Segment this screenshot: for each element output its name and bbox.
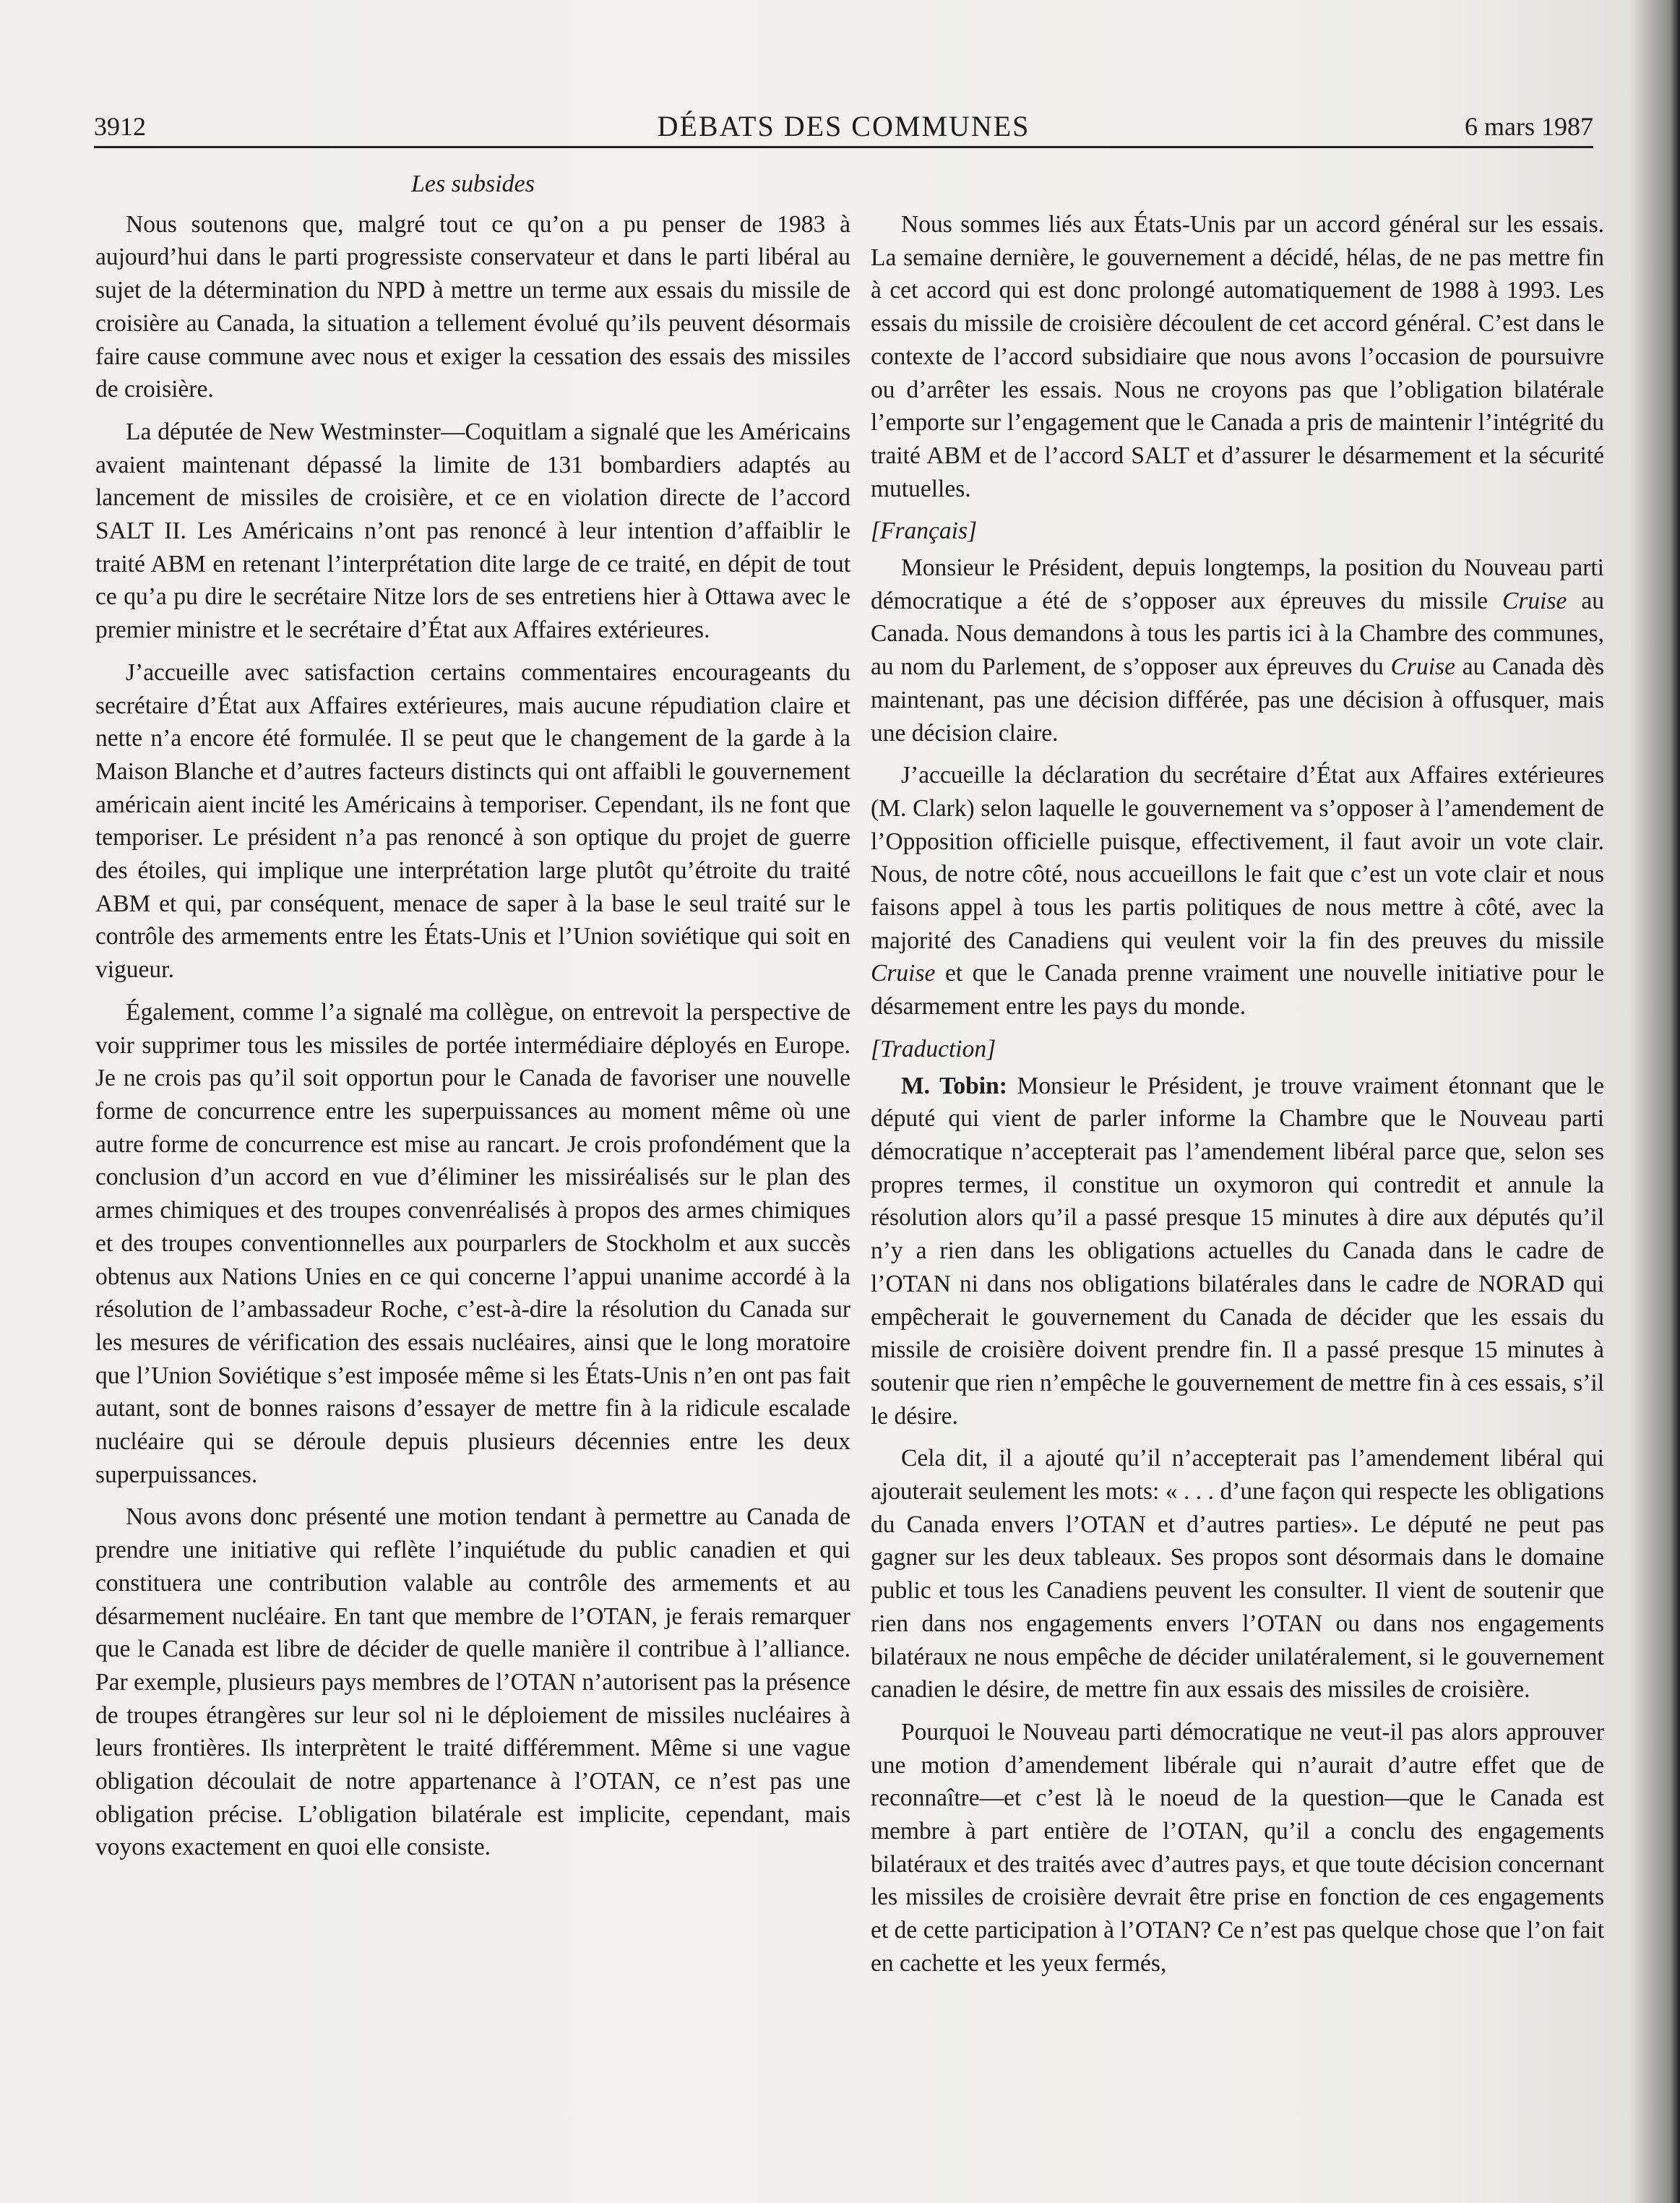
paragraph (871, 1070, 1604, 1433)
paragraph: J’accueille avec satisfaction certains commentaires encourageants du secrétaire d’État aux Affaires extérieures, mais aucune répudiation claire et nette n’a encore été formulée. Il se peut que le changement de la garde à la Maison Blanche et d’autres facteurs distincts qui ont affaibli le gouvernement américain aient incité les Américains à temporiser. Cependant, ils ne font que temporiser. Le président n’a pas renoncé à son optique du projet de guerre des étoiles, qui implique une interprétation large plutôt qu’étroite du traité ABM et qui, par conséquent, menace de saper à la base le seul traité sur le contrôle des armements entre les États-Unis et l’Union soviétique qui soit en vigueur. (95, 658, 850, 984)
paragraph: Également, comme l’a signalé ma collègue, on entrevoit la perspective de voir supprimer tous les missiles de portée intermédiaire déployés en Europe. Je ne crois pas qu’il soit opportun pour le Canada de favoriser une nouvelle forme de concurrence entre les superpuissances au moment même où une autre forme de concurrence est mise au rancart. Je crois profondément que la conclusion d’un accord en vue d’éliminer les missiréalisés sur le plan des armes chimiques et des troupes convenréalisés à propos des armes chimiques et des troupes conventionnelles aux pourparlers de Stockholm et aux succès obtenus aux Nations Unies en ce qui concerne l’appui unanime accordé à la résolution de l’ambassadeur Roche, c’est-à-dire la résolution du Canada sur les mesures de vérification des essais nucléaires, ainsi que le long moratoire que l’Union Soviétique s’est imposée même si les États-Unis n’en ont pas fait autant, sont de bonnes raisons d’essayer de mettre fin à la ridicule escalade nucléaire qui se déroule depuis plusieurs décennies entre les deux superpuissances. (95, 998, 850, 1488)
left-column (95, 168, 850, 1873)
paragraph: Cela dit, il a ajouté qu’il n’accepterait pas l’amendement libéral qui ajouterait seulement les mots: « . . . d’une façon qui respecte les obligations du Canada envers l’OTAN et d’autres parties». Le député ne peut pas gagner sur les deux tableaux. Ses propos sont désormais dans le domaine public et tous les Canadiens peuvent les consulter. Il vient de soutenir que rien dans nos engagements envers l’OTAN ou dans nos engagements bilatéraux ne nous empêche de décider unilatéralement, si le gouvernement canadien le désire, de mettre fin aux essais des missiles de croisière. (871, 1445, 1604, 1704)
page-header (94, 101, 1593, 148)
paragraph: Pourquoi le Nouveau parti démocratique ne veut-il pas alors approuver une motion d’amendement libérale qui n’aurait d’autre effet que de reconnaître—et c’est là le noeud de la question—que le Canada est membre à part entière de l’OTAN, qu’il a conclu des engagements bilatéraux et des traités avec d’autres pays, et que toute décision concernant les missiles de croisière devrait être prise en fonction de ces engagements et de cette participation à l’OTAN? Ce n’est pas quelque chose que l’on fait en cachette et les yeux fermés, (871, 1718, 1604, 1977)
right-column (871, 208, 1604, 1990)
emphasis-cruise: Cruise (1390, 653, 1455, 681)
text-run: J’accueille la déclaration du secrétaire d’État aux Affaires extérieures (M. Clark) selon laquelle le gouvernement va s’opposer à l’amendement de l’Opposition officielle puisque, effectivement, il faut avoir un vote clair. Nous, de notre côté, nous accueillons le fait que c’est un vote clair et nous faisons appel à tous les partis politiques de nous mettre à côté, avec la majorité des Canadiens qui veulent voir la fin des preuves du missile (871, 762, 1604, 954)
section-title: Les subsides (411, 171, 535, 197)
text-run: au Canada dès maintenant, pas une décision différée, pas une décision à offusquer, mais une décision claire. (871, 653, 1604, 747)
text-run: et que le Canada prenne vraiment une nouvelle initiative pour le désarmement entre les pays du monde. (871, 960, 1604, 1021)
language-marker-francais: [Français] (871, 518, 978, 545)
paragraph (871, 551, 1604, 750)
text-run: Monsieur le Président, je trouve vraiment étonnant que le député qui vient de parler informe la Chambre que le Nouveau parti démocratique n’accepterait pas l’amendement libéral parce que, selon ses propres termes, il constitue un oxymoron qui contredit et annule la résolution alors qu’il a passé presque 15 minutes à dire aux députés qu’il n’y a rien dans les obligations actuelles du Canada dans le cadre de l’OTAN ni dans nos obligations bilatérales dans le cadre de NORAD qui empêcherait le gouvernement du Canada de décider que les essais du missile de croisière doivent prendre fin. Il a passé presque 15 minutes à soutenir que rien n’empêche le gouvernement de mettre fin à ces essais, s’il le désire. (871, 1072, 1604, 1430)
text-run: Monsieur le Président, depuis longtemps, la position du Nouveau parti démocratique a été de s’opposer aux épreuves du missile (871, 554, 1604, 614)
paragraph: Nous avons donc présenté une motion tendant à permettre au Canada de prendre une initiative qui reflète l’inquiétude du public canadien et qui constituera une contribution valable au contrôle des armements et au désarmement nucléaire. En tant que membre de l’OTAN, je ferais remarquer que le Canada est libre de décider de quelle manière il contribue à l’alliance. Par exemple, plusieurs pays membres de l’OTAN n’autorisent pas la présence de troupes étrangères sur leur sol ni le déploiement de missiles nucléaires à leurs frontières. Ils interprètent le traité différemment. Même si une vague obligation découlait de notre appartenance à l’OTAN, ce n’est pas une obligation précise. L’obligation bilatérale est implicite, cependant, mais voyons exactement en quoi elle consiste. (95, 1503, 850, 1861)
page-number: 3912 (94, 112, 146, 141)
text-run: au Canada. Nous demandons à tous les partis ici à la Chambre des communes, au nom du Parlement, de s’opposer aux épreuves du (871, 587, 1605, 681)
journal-title: DÉBATS DES COMMUNES (657, 110, 1030, 142)
speaker-name: M. Tobin: (901, 1072, 1007, 1099)
issue-date: 6 mars 1987 (1465, 112, 1593, 141)
emphasis-cruise: Cruise (1502, 587, 1567, 614)
emphasis-cruise: Cruise (871, 960, 936, 987)
language-marker-traduction: [Traduction] (871, 1035, 996, 1062)
paragraph: La députée de New Westminster—Coquitlam a signalé que les Américains avaient maintenant dépassé la limite de 131 bombardiers adaptés au lancement de missiles de croisière, et ce en violation directe de l’accord SALT II. Les Américains n’ont pas renoncé à leur intention d’affaiblir le traité ABM en retenant l’interprétation dite large de ce traité, en dépit de tout ce qu’a pu dire le secrétaire Nitze lors de ses entretiens hier à Ottawa avec le premier ministre et le secrétaire d’État aux Affaires extérieures. (95, 418, 850, 644)
paragraph (871, 759, 1604, 1023)
paragraph: Nous soutenons que, malgré tout ce qu’on a pu penser de 1983 à aujourd’hui dans le parti progressiste conservateur et dans le parti libéral au sujet de la détermination du NPD à mettre un terme aux essais du missile de croisière au Canada, la situation a tellement évolué qu’ils peuvent désormais faire cause commune avec nous et exiger la cessation des essais des missiles de croisière. (95, 210, 850, 403)
paragraph: Nous sommes liés aux États-Unis par un accord général sur les essais. La semaine dernière, le gouvernement a décidé, hélas, de ne pas mettre fin à cet accord qui est donc prolongé automatiquement de 1988 à 1993. Les essais du missile de croisière découlent de cet accord général. C’est dans le contexte de l’accord subsidiaire que nous avons l’occasion de poursuivre ou d’arrêter les essais. Nous ne croyons pas que l’obligation bilatérale l’emporte sur l’engagement que le Canada a pris de maintenir l’intégrité du traité ABM et de l’accord SALT et d’assurer le désarmement et la sécurité mutuelles. (871, 211, 1604, 502)
